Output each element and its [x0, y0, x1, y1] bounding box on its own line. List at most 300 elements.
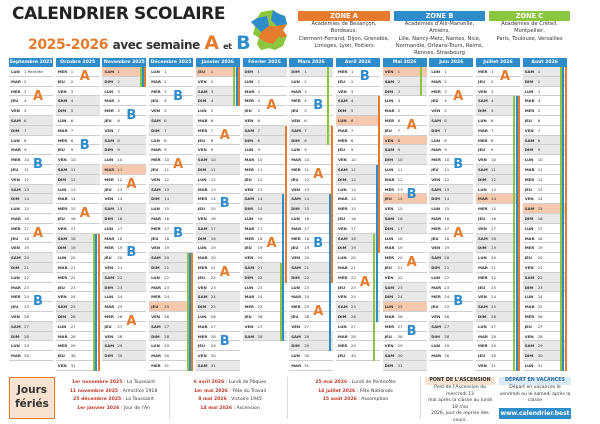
- month-header: Juillet 2026: [476, 58, 520, 67]
- day-row: [243, 243, 287, 253]
- day-number: 10: [257, 157, 263, 163]
- day-number: 22: [444, 274, 450, 280]
- weekday-label: LUN: [478, 117, 487, 123]
- day-row: [383, 341, 427, 351]
- day-number: 23: [24, 284, 29, 290]
- day-number: 2: [350, 78, 354, 84]
- weekday-label: MAR: [244, 225, 255, 231]
- day-number: 17: [70, 225, 76, 231]
- day-row: [429, 312, 473, 322]
- weekday-label: VEN: [151, 245, 161, 251]
- day-number: 12: [210, 176, 216, 182]
- weekday-label: VEN: [291, 255, 301, 261]
- day-number: 27: [304, 323, 310, 329]
- weekday-label: MER: [244, 98, 255, 104]
- weekday-label: SAM: [57, 235, 68, 241]
- weekday-label: VEN: [478, 362, 487, 368]
- day-number: 20: [70, 255, 76, 261]
- day-number: 4: [210, 98, 214, 104]
- holiday-name: : Jour de l'An: [119, 405, 151, 411]
- depart-text-line: Départ en vacances le vendredi ou le samedi après la classe: [499, 385, 571, 403]
- day-number: 20: [537, 255, 543, 261]
- day-row: [429, 96, 473, 106]
- day-row: [429, 145, 473, 155]
- weekday-label: SAM: [478, 235, 488, 241]
- day-row: [102, 253, 146, 263]
- day-number: 20: [350, 255, 356, 261]
- day-row: [429, 126, 473, 136]
- weekday-label: LUN: [524, 88, 534, 94]
- weekday-label: SAM: [431, 117, 441, 123]
- holiday-date: 1er janvier 2026: [76, 405, 120, 411]
- day-number: 8: [117, 137, 120, 143]
- zone-academies-line: Limoges, Lyon, Poitiers: [314, 42, 374, 49]
- day-number: 26: [164, 313, 170, 319]
- weekday-label: MAR: [151, 353, 161, 359]
- day-number: 7: [491, 127, 494, 133]
- day-row: [56, 77, 100, 87]
- day-number: 23: [304, 284, 310, 290]
- weekday-label: MAR: [337, 333, 348, 339]
- weekday-label: LUN: [57, 255, 67, 261]
- day-row: [149, 67, 193, 77]
- day-number: 28: [397, 333, 403, 339]
- weekday-label: DIM: [524, 78, 534, 84]
- weekday-label: MER: [11, 225, 21, 231]
- weekday-label: VEN: [197, 147, 207, 153]
- weekday-label: DIM: [104, 147, 113, 153]
- day-number: 29: [24, 343, 29, 349]
- weekday-label: VEN: [337, 294, 347, 300]
- day-number: 28: [164, 333, 170, 339]
- day-number: 9: [70, 147, 74, 153]
- day-row: [289, 273, 333, 283]
- day-number: 9: [304, 147, 307, 153]
- weekday-label: JEU: [197, 343, 206, 349]
- day-number: 25: [491, 304, 496, 310]
- day-number: 3: [537, 88, 541, 94]
- weekday-label: MER: [244, 235, 255, 241]
- day-row: [196, 204, 240, 214]
- day-row: [9, 214, 53, 224]
- weekday-label: LUN: [11, 137, 20, 143]
- day-number: 6: [491, 117, 494, 123]
- day-number: 18: [117, 235, 123, 241]
- weekday-label: VEN: [524, 264, 534, 270]
- day-number: 31: [397, 362, 403, 368]
- holiday-name: : Fête du Travail: [228, 388, 266, 394]
- holiday-line: [173, 379, 287, 388]
- day-number: 4: [117, 98, 120, 104]
- weekday-label: LUN: [291, 78, 300, 84]
- zone-b-vacation-bar: [562, 67, 564, 371]
- day-row: [102, 136, 146, 146]
- day-number: 26: [444, 313, 450, 319]
- day-row: [429, 116, 473, 126]
- day-number: 22: [70, 274, 76, 280]
- day-number: 7: [350, 127, 354, 133]
- holiday-name: : Armistice 1918: [118, 388, 158, 394]
- day-number: 26: [397, 313, 403, 319]
- day-row: [383, 96, 427, 106]
- weekday-label: SAM: [337, 98, 348, 104]
- weekday-label: VEN: [197, 284, 207, 290]
- zone-academies-line: Académies d'Aix-Marseille, Amiens,: [404, 21, 475, 35]
- month-column: [243, 58, 287, 371]
- weekday-label: MER: [291, 98, 301, 104]
- holiday-name: : La Toussaint: [122, 380, 156, 385]
- day-row: [429, 165, 473, 175]
- week-letter-b: B: [219, 333, 230, 349]
- day-number: 15: [24, 206, 29, 212]
- week-letter-b: B: [126, 108, 137, 124]
- day-number: 20: [24, 255, 29, 261]
- day-row: [429, 224, 473, 234]
- day-row: [9, 292, 53, 302]
- weekday-label: LUN: [291, 215, 300, 221]
- day-row: [9, 96, 53, 106]
- weekday-label: JEU: [431, 98, 439, 104]
- month-column: [383, 58, 427, 371]
- day-row: [429, 283, 473, 293]
- day-row: [149, 204, 193, 214]
- day-row: [289, 194, 333, 204]
- day-number: 13: [444, 186, 450, 192]
- day-row: [383, 351, 427, 361]
- day-row: [9, 332, 53, 342]
- day-number: 5: [444, 108, 447, 114]
- day-row: [289, 292, 333, 302]
- day-row: [102, 165, 146, 175]
- weekday-label: VEN: [104, 333, 114, 339]
- day-row: [196, 273, 240, 283]
- weekday-label: MAR: [524, 166, 535, 172]
- day-row: [102, 263, 146, 273]
- day-row: [383, 145, 427, 155]
- weekday-label: DIM: [384, 294, 394, 300]
- weekday-label: VEN: [478, 294, 487, 300]
- day-number: 4: [350, 98, 354, 104]
- day-row: [383, 322, 427, 332]
- weekday-label: JEU: [11, 166, 19, 172]
- day-row: [336, 224, 380, 234]
- month-header: Janvier 2026: [196, 58, 240, 67]
- day-number: 24: [491, 294, 496, 300]
- day-row: [196, 106, 240, 116]
- weekday-label: LUN: [384, 166, 394, 172]
- day-number: 9: [537, 147, 541, 153]
- day-number: 24: [304, 294, 310, 300]
- day-number: 20: [164, 255, 170, 261]
- weekday-label: MER: [291, 304, 301, 310]
- week-letter-a: A: [266, 235, 277, 251]
- day-number: 15: [304, 206, 310, 212]
- day-row: [289, 224, 333, 234]
- zone-box-1: [298, 11, 390, 50]
- day-number: 6: [70, 117, 74, 123]
- week-letter-a: A: [33, 88, 44, 104]
- day-number: 13: [491, 186, 496, 192]
- day-row: [149, 175, 193, 185]
- weekday-label: SAM: [524, 206, 535, 212]
- day-row: [383, 312, 427, 322]
- holiday-line: [58, 379, 169, 388]
- day-number: 13: [257, 186, 263, 192]
- weekday-label: MAR: [151, 284, 161, 290]
- day-number: 3: [491, 88, 494, 94]
- weekday-label: MAR: [337, 127, 348, 133]
- day-number: 22: [537, 274, 543, 280]
- weekday-label: DIM: [11, 196, 20, 202]
- weekday-label: DIM: [337, 313, 347, 319]
- weekday-label: SAM: [57, 166, 68, 172]
- day-row: [336, 96, 380, 106]
- zone-b-vacation-bar: [236, 67, 238, 106]
- day-row: [336, 155, 380, 165]
- weekday-label: MAR: [244, 88, 255, 94]
- day-number: 6: [537, 117, 541, 123]
- day-row: [289, 155, 333, 165]
- day-row: [196, 175, 240, 185]
- day-number: 25: [304, 304, 310, 310]
- day-number: 22: [257, 274, 263, 280]
- day-number: 5: [491, 108, 494, 114]
- day-number: 17: [24, 225, 29, 231]
- day-number: 28: [70, 333, 76, 339]
- weekday-label: SAM: [197, 225, 208, 231]
- day-row: [9, 253, 53, 263]
- weekday-label: MER: [244, 166, 255, 172]
- weekday-label: JEU: [384, 127, 392, 133]
- day-row: [196, 283, 240, 293]
- weekday-label: JEU: [384, 264, 392, 270]
- month-header: Octobre 2025: [56, 58, 100, 67]
- weekday-label: SAM: [11, 255, 21, 261]
- day-number: 10: [350, 157, 356, 163]
- day-row: [149, 234, 193, 244]
- day-row: [383, 214, 427, 224]
- day-number: 11: [350, 166, 356, 172]
- day-number: 13: [350, 186, 356, 192]
- day-number: 3: [24, 88, 27, 94]
- day-row: [383, 106, 427, 116]
- weekday-label: SAM: [197, 294, 208, 300]
- day-number: 24: [164, 294, 170, 300]
- day-number: 6: [210, 117, 214, 123]
- jours-feries-line2: fériés: [15, 398, 49, 410]
- weekday-label: LUN: [384, 235, 394, 241]
- day-number: 7: [210, 127, 214, 133]
- day-number: 19: [537, 245, 543, 251]
- day-number: 23: [70, 284, 76, 290]
- weekday-label: JEU: [104, 255, 112, 261]
- day-number: 18: [24, 235, 29, 241]
- zone-a-vacation-bar: [378, 96, 380, 253]
- day-number: 31: [304, 362, 310, 368]
- day-row: [289, 302, 333, 312]
- day-row: [383, 361, 427, 371]
- day-number: 15: [210, 206, 216, 212]
- day-number: 14: [24, 196, 29, 202]
- day-number: 28: [491, 333, 496, 339]
- holiday-date: 14 mai 2026: [200, 405, 233, 411]
- zone-c-vacation-bar: [373, 234, 375, 361]
- pont-text-line: 2026, jour de reprise des cours.: [431, 411, 489, 423]
- day-number: 15: [397, 206, 403, 212]
- day-row: [9, 67, 53, 77]
- day-number: 27: [70, 323, 76, 329]
- day-row: [56, 67, 100, 77]
- weekday-label: SAM: [524, 137, 535, 143]
- day-row: [149, 77, 193, 87]
- website-link[interactable]: www.calendrier.best: [500, 410, 570, 417]
- weekday-label: JEU: [478, 147, 486, 153]
- day-row: [383, 224, 427, 234]
- day-row: [196, 234, 240, 244]
- weekday-label: MER: [151, 88, 161, 94]
- day-number: 5: [257, 108, 260, 114]
- day-number: 27: [350, 323, 356, 329]
- weekday-label: JEU: [57, 215, 65, 221]
- weekday-label: LUN: [197, 245, 207, 251]
- weekday-label: MER: [104, 245, 114, 251]
- zone-c-vacation-bar: [233, 67, 235, 106]
- day-row: [476, 67, 520, 77]
- day-number: 3: [304, 88, 307, 94]
- day-row: [102, 243, 146, 253]
- day-row: [56, 106, 100, 116]
- day-row: [196, 322, 240, 332]
- weekday-label: VEN: [104, 196, 114, 202]
- day-number: 16: [491, 215, 496, 221]
- day-number: 10: [70, 157, 76, 163]
- day-number: 31: [210, 362, 216, 368]
- page-subtitle: [28, 32, 250, 54]
- day-row: [429, 253, 473, 263]
- weekday-label: DIM: [384, 157, 394, 163]
- week-letter-a: A: [173, 157, 184, 173]
- day-number: 30: [164, 353, 170, 359]
- weekday-label: VEN: [11, 313, 20, 319]
- weekday-label: DIM: [151, 127, 160, 133]
- day-number: 8: [24, 137, 27, 143]
- day-number: 7: [24, 127, 27, 133]
- week-letter-b: B: [33, 157, 43, 173]
- day-row: [336, 136, 380, 146]
- day-row: [102, 351, 146, 361]
- day-number: 17: [491, 225, 496, 231]
- weekday-label: MER: [337, 343, 348, 349]
- day-row: [336, 116, 380, 126]
- holiday-line: [291, 396, 420, 405]
- weekday-label: DIM: [478, 108, 487, 114]
- weekday-label: VEN: [57, 225, 67, 231]
- day-row: [196, 165, 240, 175]
- day-row: [429, 87, 473, 97]
- day-row: [102, 332, 146, 342]
- weekday-label: DIM: [337, 245, 347, 251]
- weekday-label: DIM: [291, 274, 300, 280]
- weekday-label: DIM: [291, 343, 300, 349]
- day-number: 18: [70, 235, 76, 241]
- day-number: 4: [491, 98, 494, 104]
- day-number: 2: [24, 78, 27, 84]
- day-number: 21: [210, 264, 216, 270]
- zone-b-vacation-bar: [516, 96, 518, 370]
- day-row: [336, 194, 380, 204]
- weekday-label: JEU: [431, 235, 439, 241]
- weekday-label: MER: [11, 294, 21, 300]
- month-header: Février 2026: [243, 58, 287, 67]
- weekday-label: MAR: [104, 98, 115, 104]
- day-number: 5: [397, 108, 401, 114]
- day-number: 27: [210, 323, 216, 329]
- holiday-line: [173, 388, 287, 397]
- weekday-label: JEU: [11, 304, 19, 310]
- weekday-label: JEU: [151, 98, 159, 104]
- weekday-label: LUN: [291, 147, 300, 153]
- weekday-label: JEU: [337, 353, 346, 359]
- day-row: [149, 126, 193, 136]
- day-row: [56, 194, 100, 204]
- day-number: 21: [350, 264, 356, 270]
- day-number: 21: [304, 264, 310, 270]
- weekday-label: LUN: [57, 117, 67, 123]
- week-letter-b: B: [126, 245, 137, 261]
- weekday-label: DIM: [57, 108, 67, 114]
- page-title: CALENDRIER SCOLAIRE: [12, 4, 226, 24]
- weekday-label: SAM: [197, 88, 208, 94]
- day-row: [102, 292, 146, 302]
- day-row: [429, 263, 473, 273]
- weekday-label: SAM: [244, 127, 255, 133]
- weekday-label: MER: [337, 206, 348, 212]
- weekday-label: DIM: [478, 245, 487, 251]
- day-row: [102, 155, 146, 165]
- weekday-label: DIM: [151, 333, 160, 339]
- weekday-label: SAM: [337, 235, 348, 241]
- day-row: [56, 224, 100, 234]
- weekday-label: MER: [384, 323, 395, 329]
- day-row: [429, 243, 473, 253]
- zone-a-vacation-bar: [144, 67, 146, 87]
- weekday-label: VEN: [244, 323, 254, 329]
- weekday-label: MER: [57, 137, 68, 143]
- day-number: 6: [350, 117, 354, 123]
- month-header: Août 2026: [523, 58, 567, 67]
- weekday-label: MAR: [57, 333, 68, 339]
- day-number: 14: [350, 196, 356, 202]
- weekday-label: JEU: [291, 176, 299, 182]
- weekday-label: DIM: [244, 274, 254, 280]
- week-letter-a: A: [313, 304, 324, 320]
- weekday-label: LUN: [524, 362, 534, 368]
- day-row: [149, 116, 193, 126]
- weekday-label: VEN: [11, 108, 20, 114]
- day-row: [476, 87, 520, 97]
- weekday-label: MER: [151, 157, 161, 163]
- day-row: [383, 283, 427, 293]
- weekday-label: DIM: [524, 284, 534, 290]
- day-row: [56, 136, 100, 146]
- day-number: 19: [491, 245, 496, 251]
- weekday-label: LUN: [104, 157, 114, 163]
- day-number: 4: [397, 98, 401, 104]
- day-number: 21: [537, 264, 543, 270]
- weekday-label: SAM: [151, 186, 161, 192]
- holiday-line: [58, 405, 169, 414]
- weekday-label: VEN: [291, 186, 301, 192]
